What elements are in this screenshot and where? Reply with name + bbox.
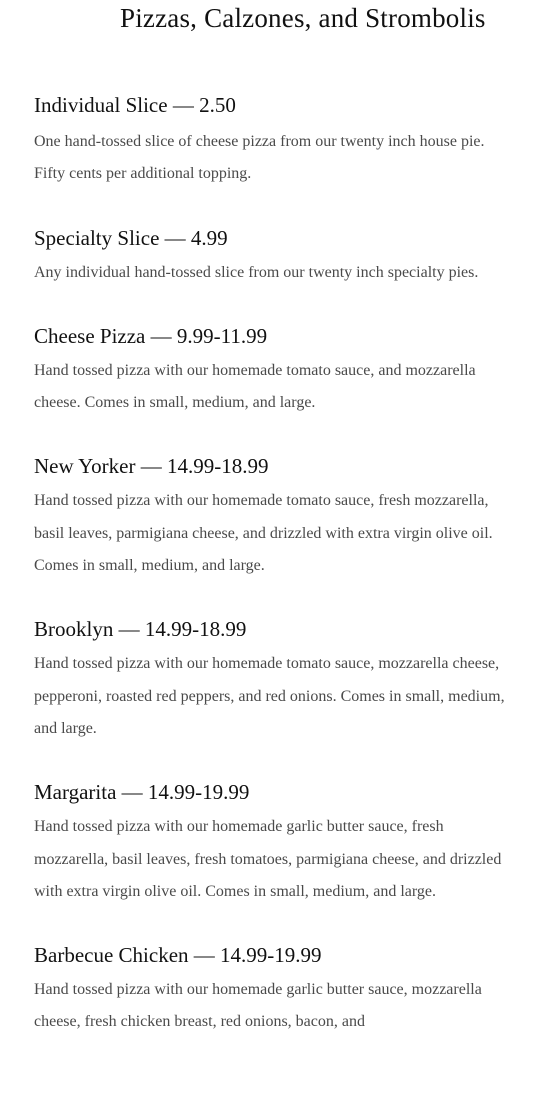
item-description: Hand tossed pizza with our homemade garlic butter sauce, mozzarella cheese, fresh chicken breast, red onions, bacon, and: [34, 981, 482, 1031]
item-heading: [34, 938, 518, 972]
item-price: 4.99: [190, 225, 228, 250]
menu-item-individual-slice: [34, 88, 518, 191]
item-name: Margarita: [34, 780, 117, 805]
menu-item-new-yorker: [34, 449, 518, 582]
menu-item-margarita: [34, 775, 518, 908]
item-name: Barbecue Chicken: [34, 943, 189, 968]
item-name: Specialty Slice: [34, 225, 160, 250]
menu-item-brooklyn: [34, 612, 518, 745]
menu-item-barbecue-chicken: [34, 938, 518, 1039]
item-description: Hand tossed pizza with our homemade tomato sauce, mozzarella cheese, pepperoni, roasted red peppers, and red onions. Comes in small, medium, and large.: [34, 655, 505, 737]
item-heading: [34, 319, 518, 353]
item-price: 14.99-19.99: [147, 780, 250, 805]
price-separator: —: [121, 780, 143, 805]
item-heading: [34, 449, 518, 483]
item-description: Any individual hand-tossed slice from our twenty inch specialty pies.: [34, 263, 479, 281]
item-description: One hand-tossed slice of cheese pizza from our twenty inch house pie. Fifty cents per additional topping.: [34, 133, 485, 183]
price-separator: —: [140, 454, 162, 479]
item-heading: [34, 88, 518, 122]
item-name: Cheese Pizza: [34, 323, 146, 348]
price-separator: —: [193, 943, 215, 968]
item-price: 14.99-18.99: [144, 617, 247, 642]
item-price: 2.50: [199, 93, 236, 117]
price-separator: —: [164, 225, 186, 250]
price-separator: —: [118, 617, 140, 642]
price-separator: —: [150, 323, 172, 348]
item-price: 14.99-19.99: [220, 943, 322, 968]
item-heading: [34, 221, 518, 255]
item-name: New Yorker: [34, 454, 136, 479]
menu-list: [34, 88, 518, 1069]
item-description: Hand tossed pizza with our homemade tomato sauce, and mozzarella cheese. Comes in small, medium, and large.: [34, 361, 476, 412]
item-price: 9.99-11.99: [176, 323, 268, 348]
item-name: Individual Slice: [34, 93, 168, 117]
item-price: 14.99-18.99: [167, 454, 269, 479]
item-name: Brooklyn: [34, 617, 114, 642]
price-separator: —: [172, 93, 194, 117]
item-heading: [34, 612, 518, 646]
item-heading: [34, 775, 518, 809]
menu-item-cheese-pizza: [34, 319, 518, 420]
item-description: Hand tossed pizza with our homemade garlic butter sauce, fresh mozzarella, basil leaves, fresh tomatoes, parmigiana cheese, and drizzled with extra virgin olive oil. Comes in small, medium, and large.: [34, 818, 502, 900]
item-description: Hand tossed pizza with our homemade tomato sauce, fresh mozzarella, basil leaves, parmigiana cheese, and drizzled with extra virgin olive oil. Comes in small, medium, and large.: [34, 492, 493, 575]
menu-item-specialty-slice: [34, 221, 518, 289]
page-title: Pizzas, Calzones, and Strombolis: [120, 3, 486, 33]
